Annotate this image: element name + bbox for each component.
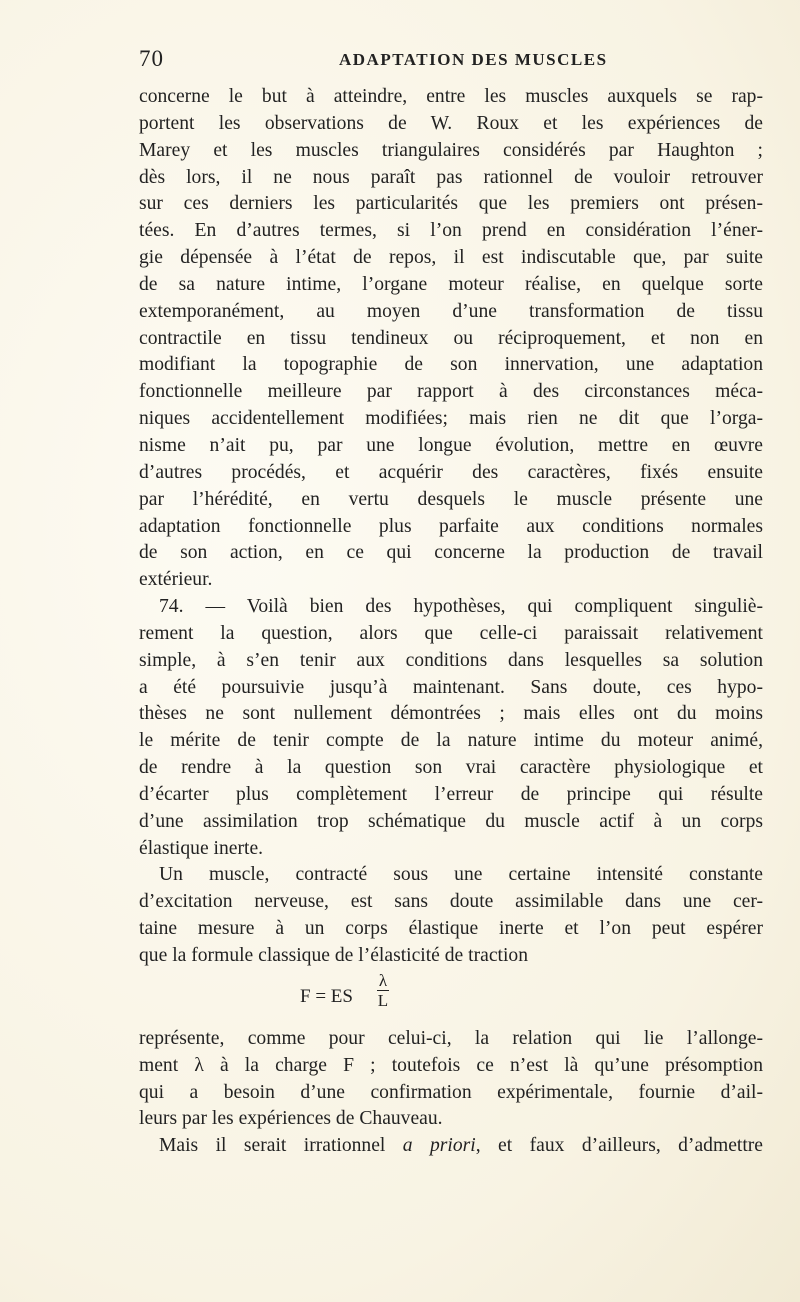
text-line: simple, à s’en tenir aux conditions dans lesquelles sa solution: [139, 649, 763, 671]
text-line: représente, comme pour celui-ci, la relation qui lie l’allonge-: [139, 1027, 763, 1049]
paragraph-4: [139, 1026, 763, 1133]
paragraph-1: [139, 84, 763, 594]
paragraph-3: [139, 862, 763, 969]
text-line: adaptation fonctionnelle plus parfaite aux conditions normales: [139, 515, 763, 537]
text-line: rement la question, alors que celle-ci paraissait relativement: [139, 622, 763, 644]
formula-left-side: F = ES: [300, 985, 353, 1007]
text-line: ment λ à la charge F ; toutefois ce n’est là qu’une présomption: [139, 1054, 763, 1076]
text-line: le mérite de tenir compte de la nature intime du moteur animé,: [139, 730, 763, 752]
text-line: élastique inerte.: [139, 837, 264, 859]
text-line: a été poursuivie jusqu’à maintenant. Sans doute, ces hypo-: [139, 676, 763, 698]
text-line: extérieur.: [139, 569, 213, 591]
text-line: dès lors, il ne nous paraît pas rationnel de vouloir retrouver: [139, 166, 763, 188]
text-line: fonctionnelle meilleure par rapport à des circonstances méca-: [139, 381, 763, 403]
text-line: de sa nature intime, l’organe moteur réalise, en quelque sorte: [139, 273, 763, 295]
text-line: portent les observations de W. Roux et les expériences de: [139, 112, 763, 134]
formula-denominator: L: [377, 990, 389, 1010]
text-line: gie dépensée à l’état de repos, il est indiscutable que, par suite: [139, 247, 763, 269]
text-line: tées. En d’autres termes, si l’on prend en considération l’éner-: [139, 220, 763, 242]
text-line: d’écarter plus complètement l’erreur de principe qui résulte: [139, 783, 763, 805]
text-line: 74. — Voilà bien des hypothèses, qui compliquent singuliè-: [159, 596, 763, 618]
text-line: Un muscle, contracté sous une certaine intensité constante: [159, 864, 763, 886]
body-text: [139, 84, 763, 1160]
text-line: qui a besoin d’une confirmation expérimentale, fournie d’ail-: [139, 1081, 763, 1103]
text-line: niques accidentellement modifiées; mais rien ne dit que l’orga-: [139, 408, 763, 430]
text-line: d’excitation nerveuse, est sans doute assimilable dans une cer-: [139, 891, 763, 913]
text-fragment: Mais il serait irrationnel: [159, 1135, 403, 1157]
text-line: de rendre à la question son vrai caractère physiologique et: [139, 757, 763, 779]
paragraph-2: [139, 594, 763, 862]
text-line: thèses ne sont nullement démontrées ; mais elles ont du moins: [139, 703, 763, 725]
text-line: [139, 1133, 763, 1160]
paragraph-5: [139, 1133, 763, 1160]
text-line: taine mesure à un corps élastique inerte et l’on peut espérer: [139, 918, 763, 940]
elasticity-formula: [139, 970, 763, 1026]
text-line: leurs par les expériences de Chauveau.: [139, 1108, 443, 1130]
running-head: [139, 46, 759, 76]
italic-phrase: a priori: [402, 1135, 476, 1157]
text-line: contractile en tissu tendineux ou réciproquement, et non en: [139, 327, 763, 349]
text-line: d’une assimilation trop schématique du muscle actif à un corps: [139, 810, 763, 832]
text-line: extemporanément, au moyen d’une transformation de tissu: [139, 300, 763, 322]
text-fragment: , et faux d’ailleurs, d’admettre: [475, 1135, 763, 1157]
text-line: Marey et les muscles triangulaires considérés par Haughton ;: [139, 139, 763, 161]
formula-fraction: [375, 972, 391, 1011]
text-line: d’autres procédés, et acquérir des caractères, fixés ensuite: [139, 461, 763, 483]
text-line: que la formule classique de l’élasticité de traction: [139, 945, 528, 966]
page-number: 70: [139, 46, 164, 71]
running-title: ADAPTATION DES MUSCLES: [339, 50, 608, 69]
text-line: sur ces derniers les particularités que les premiers ont présen-: [139, 193, 763, 215]
text-line: par l’hérédité, en vertu desquels le muscle présente une: [139, 488, 763, 510]
text-line: concerne le but à atteindre, entre les muscles auxquels se rap-: [139, 86, 763, 107]
text-line: modifiant la topographie de son innervation, une adaptation: [139, 354, 763, 376]
formula-numerator: λ: [378, 970, 388, 990]
text-line: de son action, en ce qui concerne la production de travail: [139, 542, 763, 564]
text-line: nisme n’ait pu, par une longue évolution, mettre en œuvre: [139, 434, 763, 456]
